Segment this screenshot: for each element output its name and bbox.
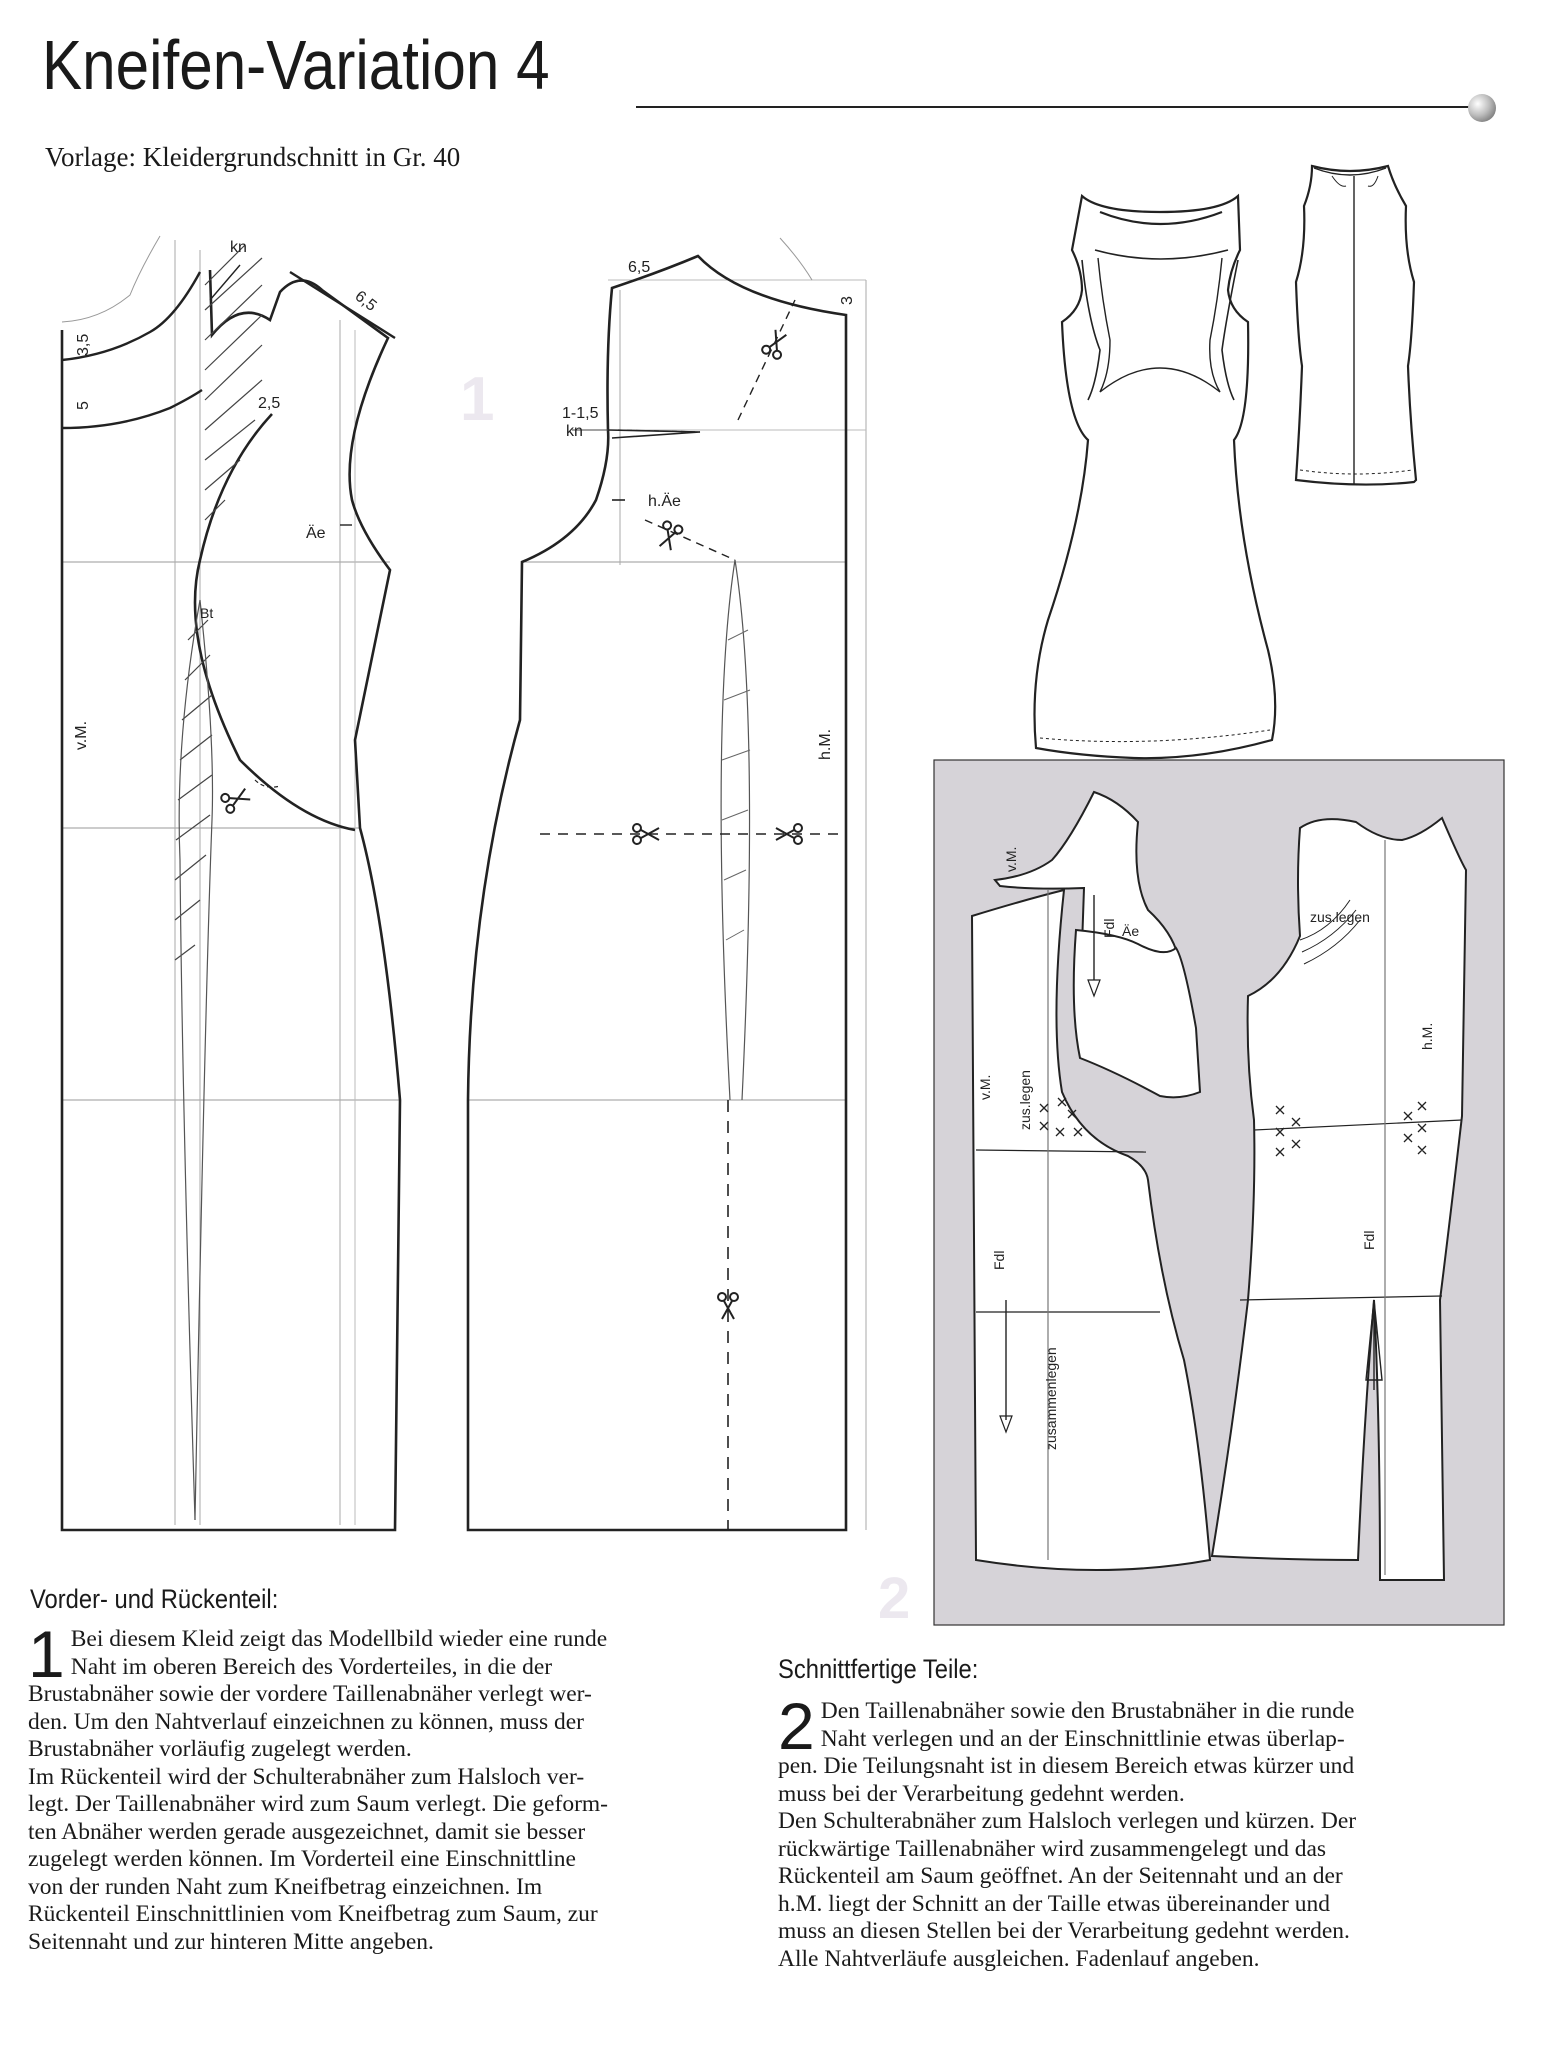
section-2-line: Rückenteil am Saum geöffnet. An der Seitennaht und an der (778, 1863, 1343, 1889)
section-2-line: Alle Nahtverläufe ausgleichen. Fadenlauf angeben. (778, 1945, 1260, 1972)
label-6-5-back: 6,5 (628, 259, 651, 276)
section-2-dropcap: 2 (778, 1689, 815, 1763)
back-pattern-labels (562, 259, 856, 760)
section-1-dropcap: 1 (28, 1617, 65, 1691)
label-kn-back: kn (566, 423, 583, 440)
section-2-line: h.M. liegt der Schnitt an der Taille etwas übereinander und (778, 1890, 1330, 1917)
label-3: 3 (839, 296, 856, 305)
section-1-line: Brustabnäher sowie der vordere Taillenabnäher verlegt wer- (28, 1681, 592, 1707)
section-1-line: Im Rückenteil wird der Schulterabnäher zum Halsloch ver- (28, 1763, 585, 1790)
fig2-label-vm: v.M. (977, 1074, 993, 1100)
label-1-1-5: 1-1,5 (562, 405, 599, 422)
section-1-line: ten Abnäher werden gerade ausgezeichnet, damit sie besser (28, 1818, 586, 1845)
label-vm-front: v.M. (73, 720, 90, 750)
fig2-label-zus-legen-left: zus.legen (1017, 1070, 1033, 1130)
dress-front-illustration (1035, 196, 1276, 758)
page-subtitle: Vorlage: Kleidergrundschnitt in Gr. 40 (45, 142, 461, 172)
figure-2-number: 2 (878, 1566, 911, 1631)
figure-1-number: 1 (460, 365, 495, 434)
label-6-5-front: 6,5 (351, 287, 380, 315)
section-1-line: Seitennaht und zur hinteren Mitte angeben. (28, 1928, 434, 1955)
fig2-label-vm-top: v.M. (1003, 846, 1019, 872)
section-1-line: Rückenteil Einschnittlinien vom Kneifbetrag zum Saum, zur (28, 1901, 598, 1927)
label-hae: h.Äe (648, 493, 681, 510)
back-bodice-pattern (468, 238, 866, 1530)
section-1-line: Bei diesem Kleid zeigt das Modellbild wieder eine runde (70, 1626, 608, 1652)
section-1-line: den. Um den Nahtverlauf einzeichnen zu können, muss der (28, 1708, 584, 1735)
section-1-heading: Vorder- und Rückenteil: (30, 1584, 279, 1614)
label-ae-front: Äe (306, 525, 326, 542)
section-2-line: pen. Die Teilungsnaht ist in diesem Bereich etwas kürzer und (778, 1753, 1355, 1779)
front-bodice-pattern (62, 236, 400, 1530)
section-2-line: muss an diesen Stellen bei der Verarbeitung gedehnt werden. (778, 1918, 1350, 1944)
section-2-line: rückwärtige Taillenabnäher wird zusammengelegt und das (778, 1835, 1327, 1862)
front-pattern-labels (73, 239, 380, 750)
page-title: Kneifen-Variation 4 (42, 26, 550, 104)
fig2-label-fdl-left: Fdl (991, 1250, 1007, 1270)
label-bt: Bt (200, 605, 214, 621)
section-1-line: Naht im oberen Bereich des Vorderteiles, in die der (70, 1653, 553, 1680)
section-1-line: legt. Der Taillenabnäher wird zum Saum verlegt. Die geform- (28, 1791, 608, 1817)
fig2-label-hm: h.M. (1419, 1022, 1435, 1050)
label-3-5: 3,5 (75, 333, 92, 356)
section-2-line: Den Schulterabnäher zum Halsloch verlegen und kürzen. Der (778, 1808, 1357, 1834)
section-1-line: Brustabnäher vorläufig zugelegt werden. (28, 1736, 412, 1762)
section-1-body (28, 1617, 740, 1956)
label-5: 5 (75, 401, 92, 410)
fig2-label-ae: Äe (1122, 923, 1140, 939)
fig2-label-zus-legen-right: zus.legen (1310, 909, 1370, 925)
fig2-label-fdl-right: Fdl (1361, 1230, 1377, 1250)
section-2-line: Den Taillenabnäher sowie den Brustabnäher in die runde (820, 1698, 1355, 1724)
fig2-label-fdl-top: Fdl (1101, 918, 1117, 938)
section-2-line: muss bei der Verarbeitung gedehnt werden. (778, 1780, 1185, 1807)
section-1-line: von der runden Naht zum Kneifbetrag einzeichnen. Im (28, 1873, 543, 1900)
section-2-line: Naht verlegen und an der Einschnittlinie etwas überlap- (820, 1725, 1345, 1752)
label-kn-front: kn (230, 239, 247, 256)
dress-back-illustration (1296, 166, 1416, 485)
label-hm-back: h.M. (817, 728, 834, 760)
section-2-heading: Schnittfertige Teile: (778, 1654, 979, 1684)
section-1-line: zugelegt werden können. Im Vorderteil eine Einschnittline (28, 1846, 576, 1872)
fig2-label-zusammenlegen: zusammenlegen (1043, 1347, 1059, 1450)
section-2-body (778, 1689, 1490, 1973)
label-2-5: 2,5 (258, 395, 281, 412)
